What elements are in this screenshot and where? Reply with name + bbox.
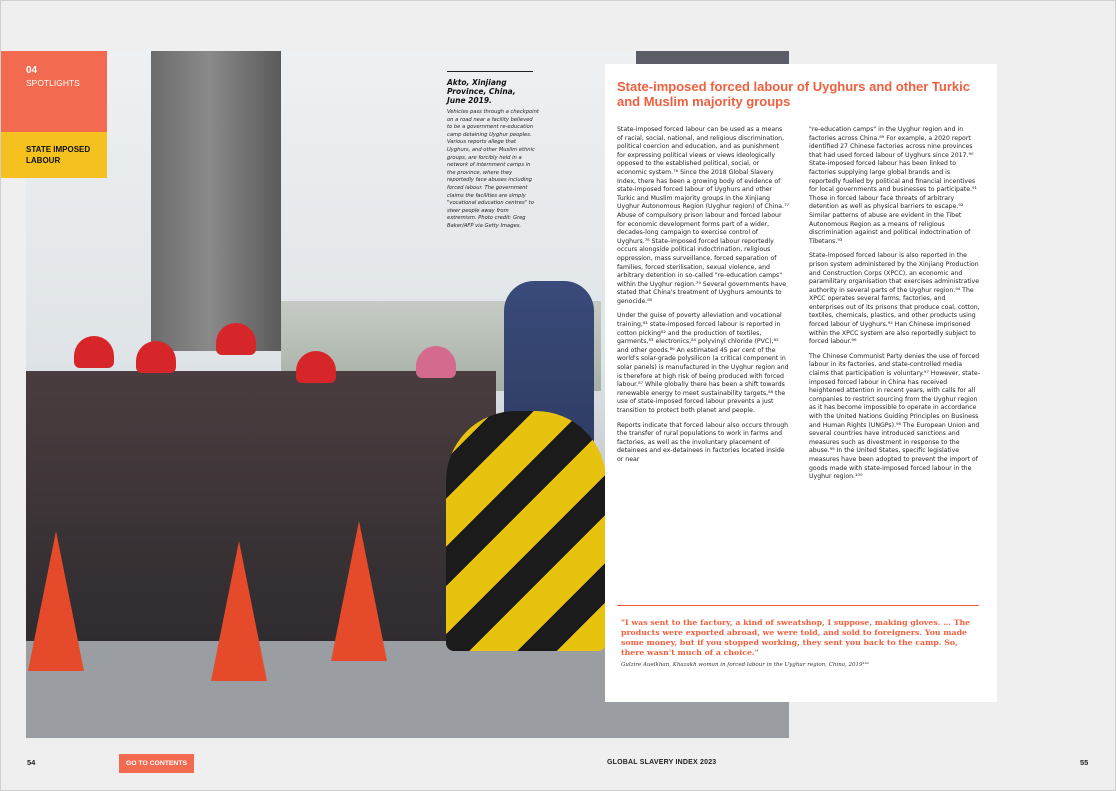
section-tab: [1, 51, 107, 132]
photo-helmet: [74, 336, 114, 368]
paragraph: "re-education camps" in the Uyghur region and in factories across China.⁸⁹ For example, a 2020 report identified 27 Chinese factories across nine provinces that had used forced labour of Uyghurs since 2017.⁹⁰ State-imposed forced labour has been linked to factories supplying large global brands and is reportedly fuelled by political and financial incentives for local governments and businesses to participate.⁹¹ Those in forced labour face threats of arbitrary detention as well as physical barriers to escape.⁹² Similar patterns of abuse are evident in the Tibet Autonomous Region as a means of religious discrimination against and political indoctrination of Tibetans.⁹³: [809, 126, 977, 245]
photo-barrier: [446, 411, 606, 651]
section-number: 04: [26, 65, 38, 76]
article-panel: [605, 64, 997, 702]
paragraph: State-imposed forced labour can be used as a means of racial, social, national, and religious discrimination, political coercion and education, and as punishment for expressing political views or views ideologically opposed to the established political, social, or economic system.⁷⁶ Since the 2018 Global Slavery Index, there has been a growing body of evidence of state-imposed forced labour of Uyghurs and other Turkic and Muslim majority groups in the Xinjiang Uyghur Autonomous Region (Uyghur region) of China.⁷⁷ Abuse of compulsory prison labour and forced labour for economic development forms part of a wider, decades-long campaign to exercise control of Uyghurs.⁷⁸ State-imposed forced labour reportedly occurs alongside political indoctrination, religious oppression, mass surveillance, forced separation of families, forced sterilisation, sexual violence, and arbitrary detention in so-called "re-education camps" within the Uyghur region.⁷⁹ Several governments have stated that China's treatment of Uyghurs amounts to genocide.⁸⁰: [617, 126, 789, 305]
page-number-left: 54: [27, 758, 36, 767]
photo-helmet: [416, 346, 456, 378]
paragraph: State-imposed forced labour is also reported in the prison system administered by the Xinjiang Production and Construction Corps (XPCC), an economic and paramilitary organisation that exercises administrative authority in several parts of the Uyghur region.⁹⁴ The XPCC operates several farms, factories, and enterprises out of its prisons that produce coal, cotton, textiles, chemicals, plastics, and other products using forced labour of Uyghurs.⁹⁵ Han Chinese imprisoned within the XPCC system are also reportedly subject to forced labour.⁹⁶: [809, 252, 980, 346]
paragraph: Reports indicate that forced labour also occurs through the transfer of rural populations to work in farms and factories, as well as the involuntary placement of detainees and ex-detainees in factories located inside or near: [617, 421, 789, 463]
photo-cone: [211, 541, 267, 681]
pull-quote: "I was sent to the factory, a kind of sweatshop, I suppose, making gloves. … The products were exported abroad, we were told, and sold to foreigners. You made some money, but if you stopped working, they sent you back to the camp. So, there wasn't much of a choice.": [621, 618, 971, 657]
go-to-contents-button[interactable]: GO TO CONTENTS: [119, 754, 194, 773]
photo-helmet: [296, 351, 336, 383]
quote-attribution: Gulzire Auelkhan, Khazakh woman in forced labour in the Uyghur region, China, 2019¹⁰¹: [621, 662, 870, 668]
photo-caption: [447, 71, 539, 231]
section-name: SPOTLIGHTS: [26, 78, 80, 88]
article-right-column: [809, 126, 981, 488]
photo-helmet: [216, 323, 256, 355]
caption-text: Vehicles pass through a checkpoint on a road near a facility believed to be a government re-education camp detaining Uyghur peoples. Various reports allege that Uyghurs, and other Muslim ethnic groups, are forcibly held in a network of internment camps in the province, where they reportedly face abuses including forced labour. The government claims the facilities are simply "vocational education centres" to steer people away from extremism. Photo credit: Greg Baker/AFP via Getty Images.: [447, 109, 539, 229]
report-title: GLOBAL SLAVERY INDEX 2023: [607, 759, 717, 766]
photo-pillar: [151, 51, 281, 351]
photo-helmet: [136, 341, 176, 373]
caption-title: Akto, Xinjiang Province, China, June 2019.: [447, 78, 516, 105]
article-left-column: [617, 126, 789, 471]
quote-divider: [617, 605, 979, 606]
page-number-right: 55: [1080, 758, 1089, 767]
caption-rule: [447, 71, 533, 72]
paragraph: The Chinese Communist Party denies the use of forced labour in its factories, and state-controlled media claims that participation is voluntary.⁹⁷ However, state-imposed forced labour in China has received heightened attention in recent years, with calls for all companies to restrict sourcing from the Uyghur region as it has become impossible to operate in accordance with the United Nations Guiding Principles on Business and Human Rights (UNGPs).⁹⁸ The European Union and several countries have introduced sanctions and measures such as divestment in response to the abuse.⁹⁹ In the United States, specific legislative measures have been adopted to prevent the import of goods made with state-imposed forced labour in the Uyghur region.¹⁰⁰: [809, 352, 980, 481]
topic-tab: STATE IMPOSED LABOUR: [1, 132, 107, 178]
photo-cone: [331, 521, 387, 661]
photo-cone: [28, 531, 84, 671]
paragraph: Under the guise of poverty alleviation and vocational training,⁸¹ state-imposed forced labour is reported in cotton picking⁸² and the production of textiles, garments,⁸³ electronics,⁸⁴ polyvinyl chloride (PVC),⁸⁵ and other goods.⁸⁶ An estimated 45 per cent of the world's solar-grade polysilicon (a critical component in solar panels) is manufactured in the Uyghur region and is therefore at high risk of being produced with forced labour.⁸⁷ While globally there has been a shift towards renewable energy to meet sustainability targets,⁸⁸ the use of state-imposed forced labour prevents a just transition to protect both planet and people.: [617, 312, 789, 414]
article-title: State-imposed forced labour of Uyghurs and other Turkic and Muslim majority groups: [617, 79, 970, 109]
